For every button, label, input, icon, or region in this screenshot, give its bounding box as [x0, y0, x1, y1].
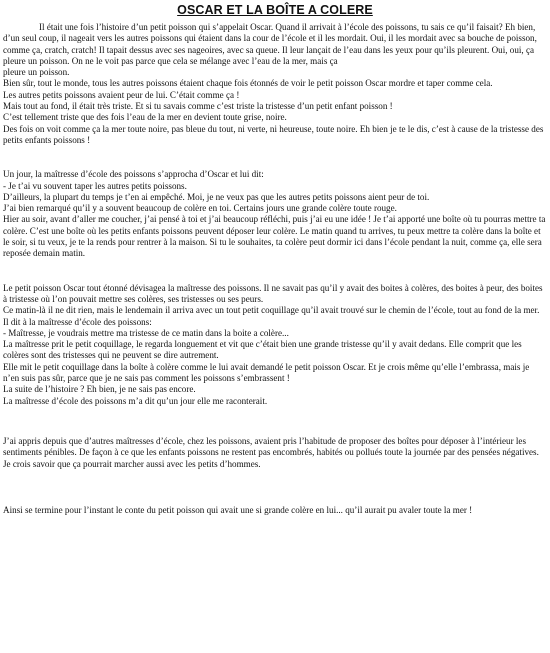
text-line: J’ai bien remarqué qu’il y a souvent beaucoup de colère en toi. Certains jours une grande colère toute rouge.	[3, 203, 397, 214]
text-line: La maîtresse d’école des poissons m’a dit qu’un jour elle me raconterait.	[3, 395, 268, 406]
paragraph-spacer	[3, 146, 547, 169]
paragraph-ending	[3, 505, 547, 516]
paragraph-spacer	[3, 260, 547, 283]
text-line: D’ailleurs, la plupart du temps je t’en ai empêché. Moi, je ne veux pas que les autres petits poissons aient peur de toi.	[3, 191, 430, 202]
text-line: Ainsi se termine pour l’instant le conte du petit poisson qui avait une si grande colère en lui... qu’il aurait pu avaler toute la mer !	[3, 504, 473, 515]
text-line: Un jour, la maîtresse d’école des poissons s’approcha d’Oscar et lui dit:	[3, 169, 264, 180]
text-line: J’ai appris depuis que d’autres maîtresses d’école, chez les poissons, avaient pris l’habitude de proposer des boîtes pour déposer à l’intérieur les sentiments pénibles. De façon à ce que les enfants poissons ne restent pas encombrés, habités ou pollués toute la journée par des pensées négatives. Je crois savoir que ça pourrait marcher aussi avec les petits d’hommes.	[3, 435, 539, 469]
paragraph-oscar-intro	[3, 22, 547, 146]
paragraph-spacer	[3, 407, 547, 436]
text-line: La maîtresse prit le petit coquillage, le regarda longuement et vit que c’était bien une grande tristesse qu’il y avait dedans. Elle comprit que les colères sont des tristesses qui ne peuvent se dire autrement.	[3, 339, 522, 361]
text-line: Elle mit le petit coquillage dans la boîte à colère comme le lui avait demandé le petit poisson Oscar. Et je crois même qu’elle l’embrassa, mais je n’en suis pas sûr, parce que je ne sais pas comment les poissons s’embrassent !	[3, 361, 530, 384]
paragraph-teacher-speaks	[3, 169, 547, 259]
text-line: Le petit poisson Oscar tout étonné dévisagea la maîtresse des poissons. Il ne savait pas qu’il y avait des boites à colères, des boites à peur, des boites à tristesse où l’on pouvait mettre ses colères, ses tristesses ou ses peurs.	[3, 282, 543, 304]
text-line: Il était une fois l’histoire d’un petit poisson qui s’appelait Oscar. Quand il arrivait à l’école des poissons, tu sais ce qu’il faisait? Eh bien, d’un seul coup, il nageait vers les autres poissons qui étaient dans la cour de l’école et il les mordait. Oui, il les mordait avec sa bouche de poisson, comme ça, cratch, cratch! Il tapait dessus avec ses nageoires, avec sa queue. Il leur lançait de l’eau dans les yeux pour qu’ils pleurent. Oui, oui, ça pleure un poisson. On ne le voit pas parce que cela se mélange avec l’eau de la mer, mais ça	[3, 22, 537, 66]
paragraph-spacer	[3, 470, 547, 505]
text-line: pleure un poisson.	[3, 67, 70, 78]
text-line: Il dit à la maîtresse d’école des poissons:	[3, 316, 152, 327]
text-line: Les autres petits poissons avaient peur de lui. C’était comme ça !	[3, 89, 240, 100]
text-line: - Je t’ai vu souvent taper les autres petits poissons.	[3, 180, 187, 191]
paragraph-coquillage	[3, 283, 547, 407]
document-page	[3, 0, 547, 516]
text-line: Des fois on voit comme ça la mer toute noire, pas bleue du tout, ni verte, ni heureuse, toute noire. Eh bien je te le dis, c’est à cause de la tristesse des petits enfants poissons !	[3, 123, 544, 145]
text-line: Ce matin-là il ne dit rien, mais le lendemain il arriva avec un tout petit coquillage qu’il avait trouvé sur le chemin de l’école, tout au fond de la mer.	[3, 305, 540, 316]
text-line: La suite de l’histoire ? Eh bien, je ne sais pas encore.	[3, 384, 196, 395]
text-line: Hier au soir, avant d’aller me coucher, j’ai pensé à toi et j’ai beaucoup réfléchi, puis j’ai eu une idée ! Je t’ai apporté une boîte où tu pourras mettre ta colère. C’est une boîte où les petits enfants poissons peuvent déposer leur colère. Le matin quand tu arrives, tu peux mettre ta colère dans la boîte et le soir, si tu veux, je te la rends pour rentrer à la maison. Si tu le souhaites, ta colère peut dormir ici dans l’école pendant la nuit, comme ça, elle sera reposée demain matin.	[3, 214, 546, 259]
text-line: C’est tellement triste que des fois l’eau de la mer en devient toute grise, noire.	[3, 112, 287, 123]
document-title: OSCAR ET LA BOÎTE A COLERE	[177, 3, 373, 17]
text-line: Bien sûr, tout le monde, tous les autres poissons étaient chaque fois étonnés de voir le petit poisson Oscar mordre et taper comme cela.	[3, 78, 493, 89]
text-line: - Maîtresse, je voudrais mettre ma tristesse de ce matin dans la boite a colère...	[3, 327, 289, 338]
paragraph-other-teachers	[3, 436, 547, 470]
text-line: Mais tout au fond, il était très triste. Et si tu savais comme c’est triste la tristesse d’un petit enfant poisson !	[3, 101, 393, 112]
